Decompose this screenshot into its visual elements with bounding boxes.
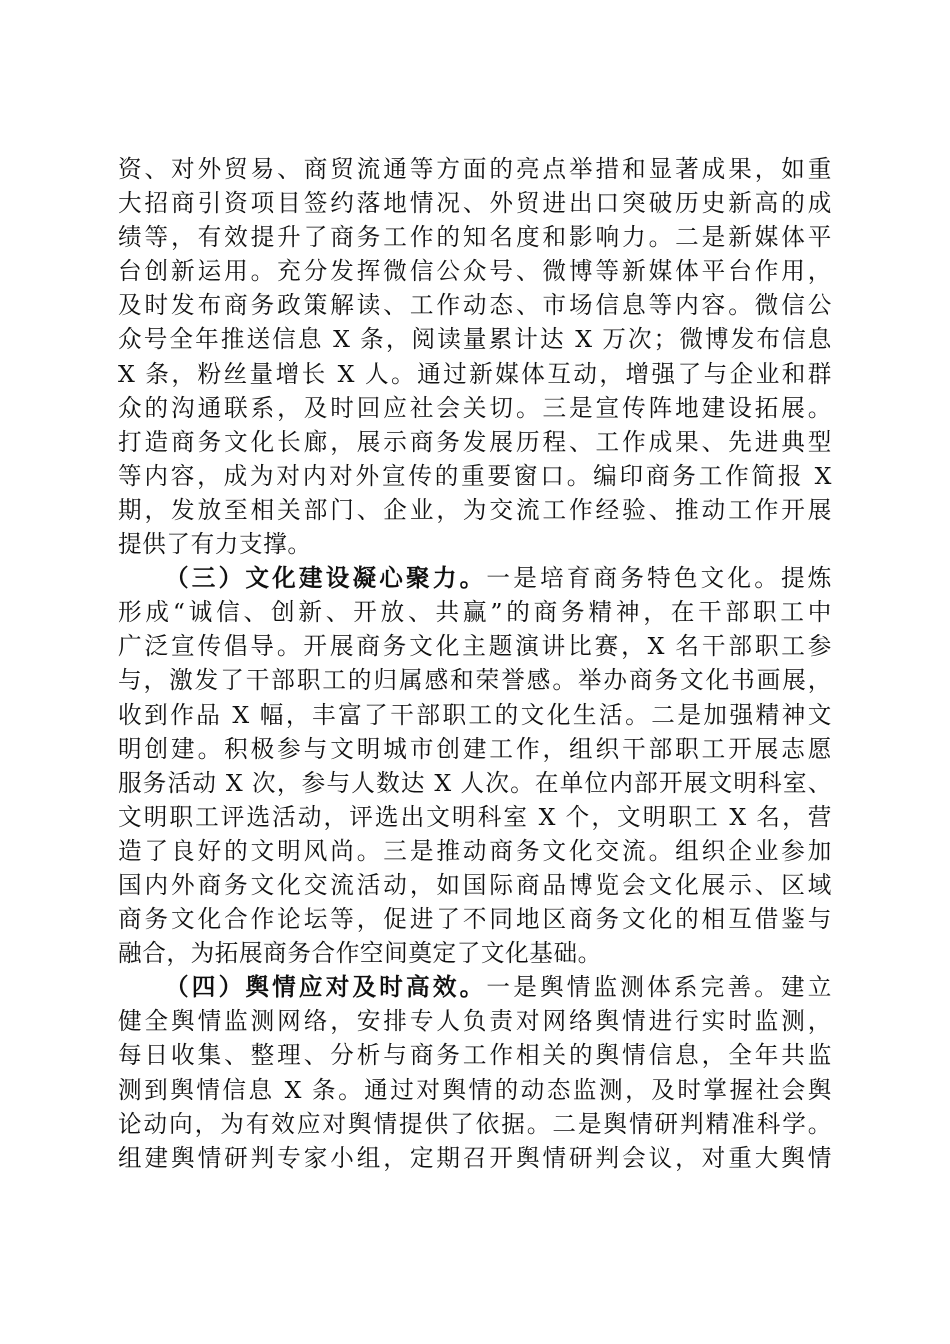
section-heading: （四）舆情应对及时高效。: [165, 973, 487, 1002]
text-line: [118, 936, 832, 970]
section-heading-line: [118, 561, 832, 595]
text-line: [118, 186, 832, 220]
line-text: 收到作品 X 幅，丰富了干部职工的文化生活。二是加强精神文: [118, 700, 832, 729]
line-text: 台创新运用。充分发挥微信公众号、微博等新媒体平台作用，: [118, 257, 832, 286]
text-line: [118, 1141, 832, 1175]
line-text: 融合，为拓展商务合作空间奠定了文化基础。: [118, 939, 602, 968]
text-line: [118, 254, 832, 288]
text-line: [118, 152, 832, 186]
line-text: 一是舆情监测体系完善。建立: [486, 973, 832, 1002]
line-text: 商务文化合作论坛等，促进了不同地区商务文化的相互借鉴与: [118, 905, 832, 934]
text-line: [118, 1038, 832, 1072]
line-text: 提供了有力支撑。: [118, 530, 312, 559]
line-text: 文明职工评选活动，评选出文明科室 X 个，文明职工 X 名，营: [118, 802, 832, 831]
text-line: [118, 766, 832, 800]
text-line: [118, 391, 832, 425]
line-text: X 条，粉丝量增长 X 人。通过新媒体互动，增强了与企业和群: [118, 359, 832, 388]
line-text: 组建舆情研判专家小组，定期召开舆情研判会议，对重大舆情: [118, 1143, 832, 1172]
text-line: [118, 1107, 832, 1141]
text-line: [118, 732, 832, 766]
line-text: 及时发布商务政策解读、工作动态、市场信息等内容。微信公: [118, 291, 832, 320]
line-text: 等内容，成为对内对外宣传的重要窗口。编印商务工作简报 X: [118, 461, 832, 490]
line-text: 绩等，有效提升了商务工作的知名度和影响力。二是新媒体平: [118, 223, 832, 252]
text-line: [118, 834, 832, 868]
text-line: [118, 1073, 832, 1107]
text-line: [118, 220, 832, 254]
line-text: 广泛宣传倡导。开展商务文化主题演讲比赛，X 名干部职工参: [118, 632, 832, 661]
text-line: [118, 663, 832, 697]
text-line: [118, 595, 832, 629]
line-text: 论动向，为有效应对舆情提供了依据。二是舆情研判精准科学。: [118, 1109, 832, 1138]
line-text: 大招商引资项目签约落地情况、外贸进出口突破历史新高的成: [118, 189, 832, 218]
line-text: 期，发放至相关部门、企业，为交流工作经验、推动工作开展: [118, 495, 832, 524]
text-line: [118, 493, 832, 527]
text-line: [118, 800, 832, 834]
line-text: 一是培育商务特色文化。提炼: [486, 564, 832, 593]
text-line: [118, 902, 832, 936]
text-line: [118, 357, 832, 391]
line-text: 健全舆情监测网络，安排专人负责对网络舆情进行实时监测，: [118, 1007, 832, 1036]
text-line: [118, 1004, 832, 1038]
line-text: 资、对外贸易、商贸流通等方面的亮点举措和显著成果，如重: [118, 155, 832, 183]
line-text: 测到舆情信息 X 条。通过对舆情的动态监测，及时掌握社会舆: [118, 1075, 832, 1104]
line-text: 国内外商务文化交流活动，如国际商品博览会文化展示、区域: [118, 870, 832, 899]
text-line: [118, 698, 832, 732]
line-text: 明创建。积极参与文明城市创建工作，组织干部职工开展志愿: [118, 734, 832, 763]
line-text: 造了良好的文明风尚。三是推动商务文化交流。组织企业参加: [118, 836, 832, 865]
text-line: [118, 322, 832, 356]
line-text: 服务活动 X 次，参与人数达 X 人次。在单位内部开展文明科室、: [118, 768, 832, 797]
section-heading-line: [118, 970, 832, 1004]
text-line: [118, 527, 832, 561]
body-text: [118, 152, 832, 1175]
text-line: [118, 425, 832, 459]
line-text: 众的沟通联系，及时回应社会关切。三是宣传阵地建设拓展。: [118, 393, 832, 422]
text-line: [118, 459, 832, 493]
line-text: 每日收集、整理、分析与商务工作相关的舆情信息，全年共监: [118, 1041, 832, 1070]
text-line: [118, 868, 832, 902]
line-text: 众号全年推送信息 X 条，阅读量累计达 X 万次；微博发布信息: [118, 325, 832, 354]
text-line: [118, 288, 832, 322]
line-text: 形成“诚信、创新、开放、共赢”的商务精神，在干部职工中: [118, 598, 832, 627]
line-text: 与，激发了干部职工的归属感和荣誉感。举办商务文化书画展，: [118, 666, 832, 695]
section-heading: （三）文化建设凝心聚力。: [165, 564, 487, 593]
line-text: 打造商务文化长廊，展示商务发展历程、工作成果、先进典型: [118, 427, 832, 456]
text-line: [118, 629, 832, 663]
